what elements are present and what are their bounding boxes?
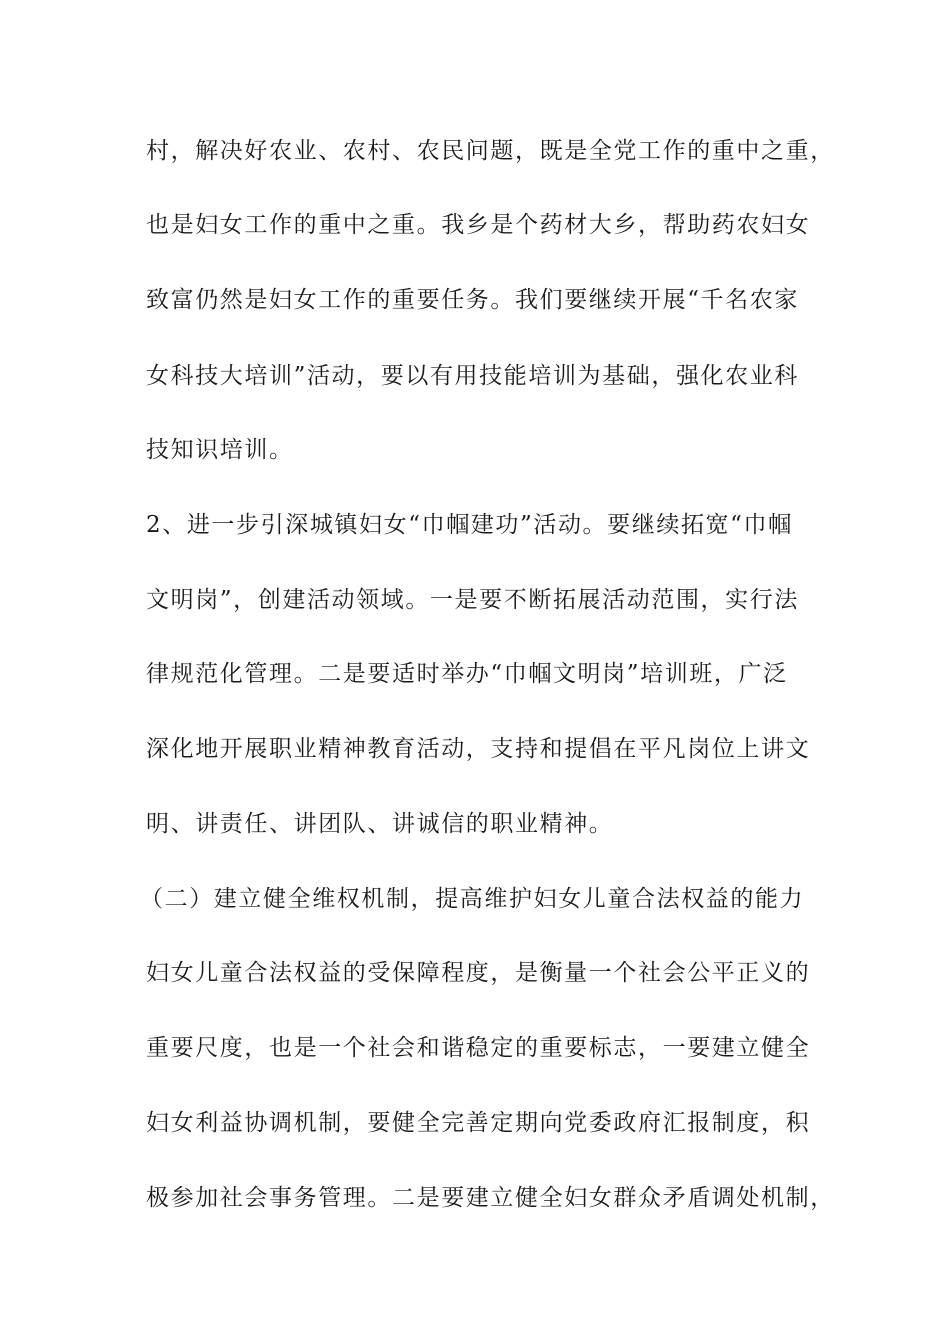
text-line: 妇女利益协调机制，要健全完善定期向党委政府汇报制度，积 [146, 1110, 811, 1136]
text-line: 明、讲责任、讲团队、讲诚信的职业精神。 [146, 811, 614, 837]
text-line: 也是妇女工作的重中之重。我乡是个药材大乡，帮助药农妇女 [146, 212, 811, 238]
text-line: 技知识培训。 [146, 437, 294, 463]
text-line: 妇女儿童合法权益的受保障程度，是衡量一个社会公平正义的 [146, 960, 811, 986]
text-line: 文明岗”，创建活动领域。一是要不断拓展活动范围，实行法 [146, 587, 799, 613]
text-line: 深化地开展职业精神教育活动，支持和提倡在平凡岗位上讲文 [146, 736, 811, 762]
text-line: 致富仍然是妇女工作的重要任务。我们要继续开展“千名农家 [146, 287, 799, 313]
text-line: 重要尺度，也是一个社会和谐稳定的重要标志，一要建立健全 [146, 1035, 811, 1061]
text-line: 村，解决好农业、农村、农民问题，既是全党工作的重中之重， [146, 138, 835, 164]
text-line: 律规范化管理。二是要适时举办“巾帼文明岗”培训班，广泛 [146, 661, 788, 687]
text-line: 女科技大培训”活动，要以有用技能培训为基础，强化农业科 [146, 363, 799, 389]
text-line: 极参加社会事务管理。二是要建立健全妇女群众矛盾调处机制， [146, 1185, 835, 1211]
text-line: 2、进一步引深城镇妇女“巾帼建功”活动。要继续拓宽“巾帼 [146, 512, 793, 538]
section-heading: （二）建立健全维权机制，提高维护妇女儿童合法权益的能力 [140, 886, 805, 912]
